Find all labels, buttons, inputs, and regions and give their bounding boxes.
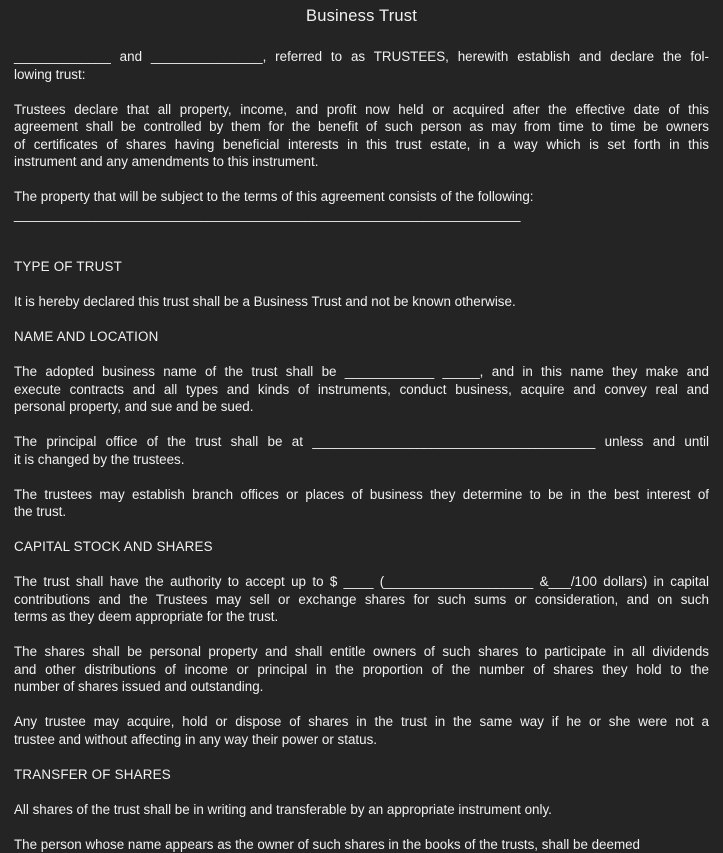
paragraph bbox=[14, 713, 709, 748]
section-heading: CAPITAL STOCK AND SHARES bbox=[14, 538, 709, 556]
paragraph-line: execute contracts and all types and kinds of instruments, conduct business, acquire and convey real and bbox=[14, 381, 709, 399]
document-blocks bbox=[14, 48, 709, 853]
paragraph-line: lowing trust: bbox=[14, 66, 709, 84]
paragraph bbox=[14, 363, 709, 416]
section-heading: TYPE OF TRUST bbox=[14, 258, 709, 276]
paragraph-line: The property that will be subject to the terms of this agreement consists of the following: bbox=[14, 188, 709, 206]
paragraph bbox=[14, 801, 709, 819]
paragraph bbox=[14, 836, 709, 853]
paragraph-line: The principal office of the trust shall be at ______________________________________ unless and until bbox=[14, 433, 709, 451]
paragraph-line: contributions and the Trustees may sell or exchange shares for such sums or consideration, and on such bbox=[14, 591, 709, 609]
paragraph bbox=[14, 573, 709, 626]
paragraph-line: it is changed by the trustees. bbox=[14, 451, 709, 469]
paragraph-line: agreement shall be controlled by them for the benefit of such person as may from time to time be owners bbox=[14, 118, 709, 136]
paragraph bbox=[14, 486, 709, 521]
section-heading: NAME AND LOCATION bbox=[14, 328, 709, 346]
paragraph-line: It is hereby declared this trust shall be a Business Trust and not be known otherwise. bbox=[14, 293, 709, 311]
paragraph bbox=[14, 188, 709, 206]
fill-in-blank-line: ____________________________________________________________________ bbox=[14, 206, 709, 224]
paragraph-line: Any trustee may acquire, hold or dispose of shares in the trust in the same way if he or she were not a bbox=[14, 713, 709, 731]
paragraph-line: The adopted business name of the trust shall be ____________ _____, and in this name they make and bbox=[14, 363, 709, 381]
paragraph-line: The trustees may establish branch offices or places of business they determine to be in the best interest of bbox=[14, 486, 709, 504]
paragraph-line: terms as they deem appropriate for the trust. bbox=[14, 608, 709, 626]
section-heading: TRANSFER OF SHARES bbox=[14, 766, 709, 784]
paragraph-line: and other distributions of income or principal in the proportion of the number of shares they hold to the bbox=[14, 661, 709, 679]
paragraph-line: The person whose name appears as the owner of such shares in the books of the trusts, shall be deemed bbox=[14, 836, 709, 853]
paragraph bbox=[14, 48, 709, 83]
paragraph bbox=[14, 643, 709, 696]
paragraph-line: of certificates of shares having beneficial interests in this trust estate, in a way which is set forth in this bbox=[14, 136, 709, 154]
paragraph-line: personal property, and sue and be sued. bbox=[14, 398, 709, 416]
paragraph-line: instrument and any amendments to this instrument. bbox=[14, 153, 709, 171]
paragraph-line: The trust shall have the authority to accept up to $ ____ (____________________ &___/100 dollars) in capital bbox=[14, 573, 709, 591]
paragraph-line: number of shares issued and outstanding. bbox=[14, 678, 709, 696]
paragraph bbox=[14, 101, 709, 171]
document-title: Business Trust bbox=[14, 6, 709, 26]
paragraph-line: _____________ and _______________, referred to as TRUSTEES, herewith establish and declare the fol- bbox=[14, 48, 709, 66]
paragraph-line: The shares shall be personal property and shall entitle owners of such shares to participate in all dividends bbox=[14, 643, 709, 661]
paragraph-line: trustee and without affecting in any way their power or status. bbox=[14, 731, 709, 749]
paragraph bbox=[14, 293, 709, 311]
paragraph-line: the trust. bbox=[14, 503, 709, 521]
paragraph-line: All shares of the trust shall be in writing and transferable by an appropriate instrument only. bbox=[14, 801, 709, 819]
paragraph-line: Trustees declare that all property, income, and profit now held or acquired after the effective date of this bbox=[14, 101, 709, 119]
paragraph bbox=[14, 433, 709, 468]
